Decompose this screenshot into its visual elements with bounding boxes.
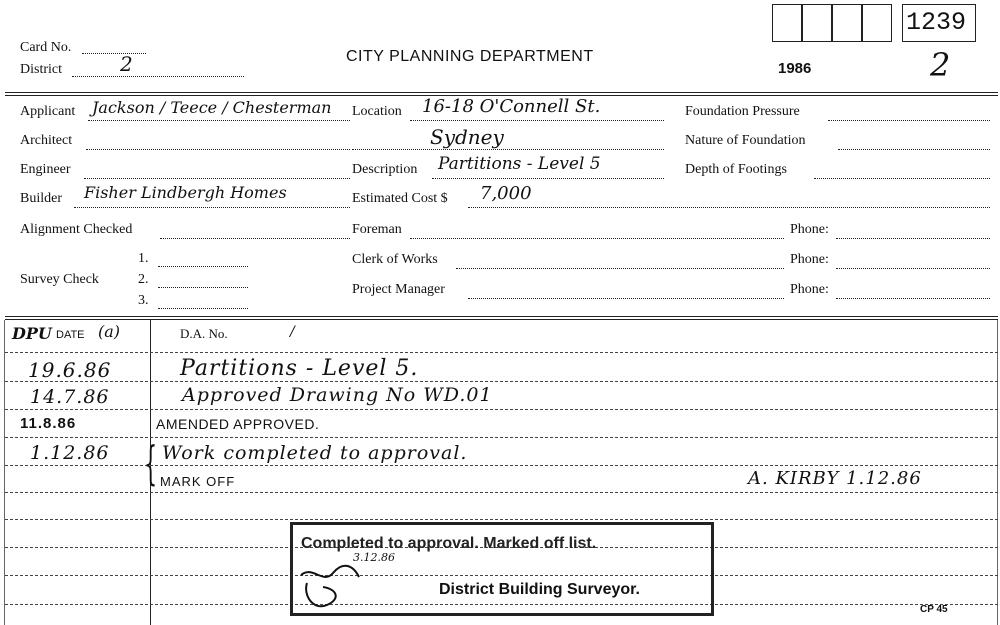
log-entry-text: Partitions - Level 5.: [180, 356, 419, 381]
district-label: District: [20, 62, 62, 77]
signoff: A. KIRBY 1.12.86: [748, 468, 922, 489]
architect-field: [86, 149, 350, 150]
foreman-label: Foreman: [352, 222, 402, 237]
divider-log-2: [5, 319, 998, 320]
date-header: DATE: [56, 329, 85, 341]
phone-label-3: Phone:: [790, 282, 829, 297]
da-no-value: /: [290, 324, 295, 340]
phone-label-1: Phone:: [790, 222, 829, 237]
left-edge: [4, 320, 5, 625]
builder-value: Fisher Lindbergh Homes: [84, 183, 287, 202]
form-code: CP 45: [920, 604, 948, 615]
log-entry-date: 1.12.86: [30, 442, 110, 464]
builder-field: [74, 207, 350, 208]
phone-field-2: [836, 268, 990, 269]
description-label: Description: [352, 162, 418, 177]
divider-top: [5, 92, 998, 93]
foundation-pressure-label: Foundation Pressure: [685, 104, 800, 119]
nature-foundation-label: Nature of Foundation: [685, 133, 806, 148]
survey-2-label: 2.: [138, 272, 149, 287]
estimated-cost-value: 7,000: [480, 183, 532, 204]
engineer-label: Engineer: [20, 162, 71, 177]
year: 1986: [778, 60, 812, 77]
description-value: Partitions - Level 5: [438, 154, 601, 174]
department-title: CITY PLANNING DEPARTMENT: [346, 48, 594, 65]
log-entry-text: Work completed to approval.: [162, 442, 468, 464]
ruled-line: [5, 492, 998, 493]
district-field: [72, 76, 244, 77]
stamp-line-1: Completed to approval. Marked off list.: [301, 535, 597, 552]
project-manager-label: Project Manager: [352, 282, 445, 297]
completion-stamp: [290, 522, 714, 616]
card-number-hand: 2: [930, 46, 951, 84]
foundation-pressure-field: [828, 120, 990, 121]
location-value: 16-18 O'Connell St.: [422, 96, 601, 117]
brace-mark: {: [144, 436, 158, 490]
survey-1-field: [158, 266, 248, 267]
builder-label: Builder: [20, 191, 62, 206]
survey-3-field: [158, 308, 248, 309]
date-header-suffix: (a): [98, 322, 121, 341]
location-field-2: [352, 149, 664, 150]
foreman-field: [410, 238, 784, 239]
card-number: 1239: [906, 8, 967, 37]
log-entry-text: AMENDED APPROVED.: [156, 416, 320, 432]
nature-foundation-field: [838, 149, 990, 150]
survey-label: Survey Check: [20, 272, 99, 287]
log-entry-text: Approved Drawing No WD.01: [182, 384, 493, 406]
ruled-line: [5, 381, 998, 382]
log-entry-text: MARK OFF: [160, 474, 236, 489]
signature-scrawl: [293, 555, 373, 615]
location-value-2: Sydney: [430, 125, 504, 149]
clerk-field: [456, 268, 784, 269]
applicant-field: [88, 120, 350, 121]
engineer-field: [84, 178, 350, 179]
survey-3-label: 3.: [138, 293, 149, 308]
estimated-cost-label: Estimated Cost $: [352, 191, 448, 206]
card-no-label: Card No.: [20, 40, 72, 55]
location-label: Location: [352, 104, 402, 119]
divider-log: [5, 316, 998, 317]
date-header-prefix: DPU: [12, 324, 52, 343]
ruled-line: [5, 519, 998, 520]
phone-label-2: Phone:: [790, 252, 829, 267]
survey-2-field: [158, 287, 248, 288]
description-field: [432, 178, 664, 179]
alignment-label: Alignment Checked: [20, 222, 133, 237]
log-entry-date: 19.6.86: [28, 358, 112, 382]
district-value: 2: [120, 52, 133, 76]
alignment-field: [160, 238, 350, 239]
right-edge: [997, 320, 998, 625]
applicant-label: Applicant: [20, 104, 76, 119]
architect-label: Architect: [20, 133, 73, 148]
depth-footings-label: Depth of Footings: [685, 162, 787, 177]
log-entry-date: 14.7.86: [30, 386, 110, 408]
estimated-cost-field: [468, 207, 990, 208]
location-field: [410, 120, 664, 121]
depth-footings-field: [814, 178, 990, 179]
phone-field-1: [836, 238, 990, 239]
ruled-line: [5, 409, 998, 410]
phone-field-3: [836, 298, 990, 299]
log-entry-date: 11.8.86: [20, 415, 77, 432]
project-manager-field: [468, 298, 784, 299]
stamp-line-2: District Building Surveyor.: [439, 581, 640, 598]
survey-1-label: 1.: [138, 251, 149, 266]
stamp-initials-date: 3.12.86: [353, 551, 395, 564]
card-no-field: [82, 53, 146, 54]
applicant-value: Jackson / Teece / Chesterman: [92, 98, 332, 117]
card-number-boxes: [772, 4, 980, 44]
da-no-label: D.A. No.: [180, 326, 228, 341]
ruled-line: [5, 352, 998, 353]
clerk-label: Clerk of Works: [352, 252, 438, 267]
